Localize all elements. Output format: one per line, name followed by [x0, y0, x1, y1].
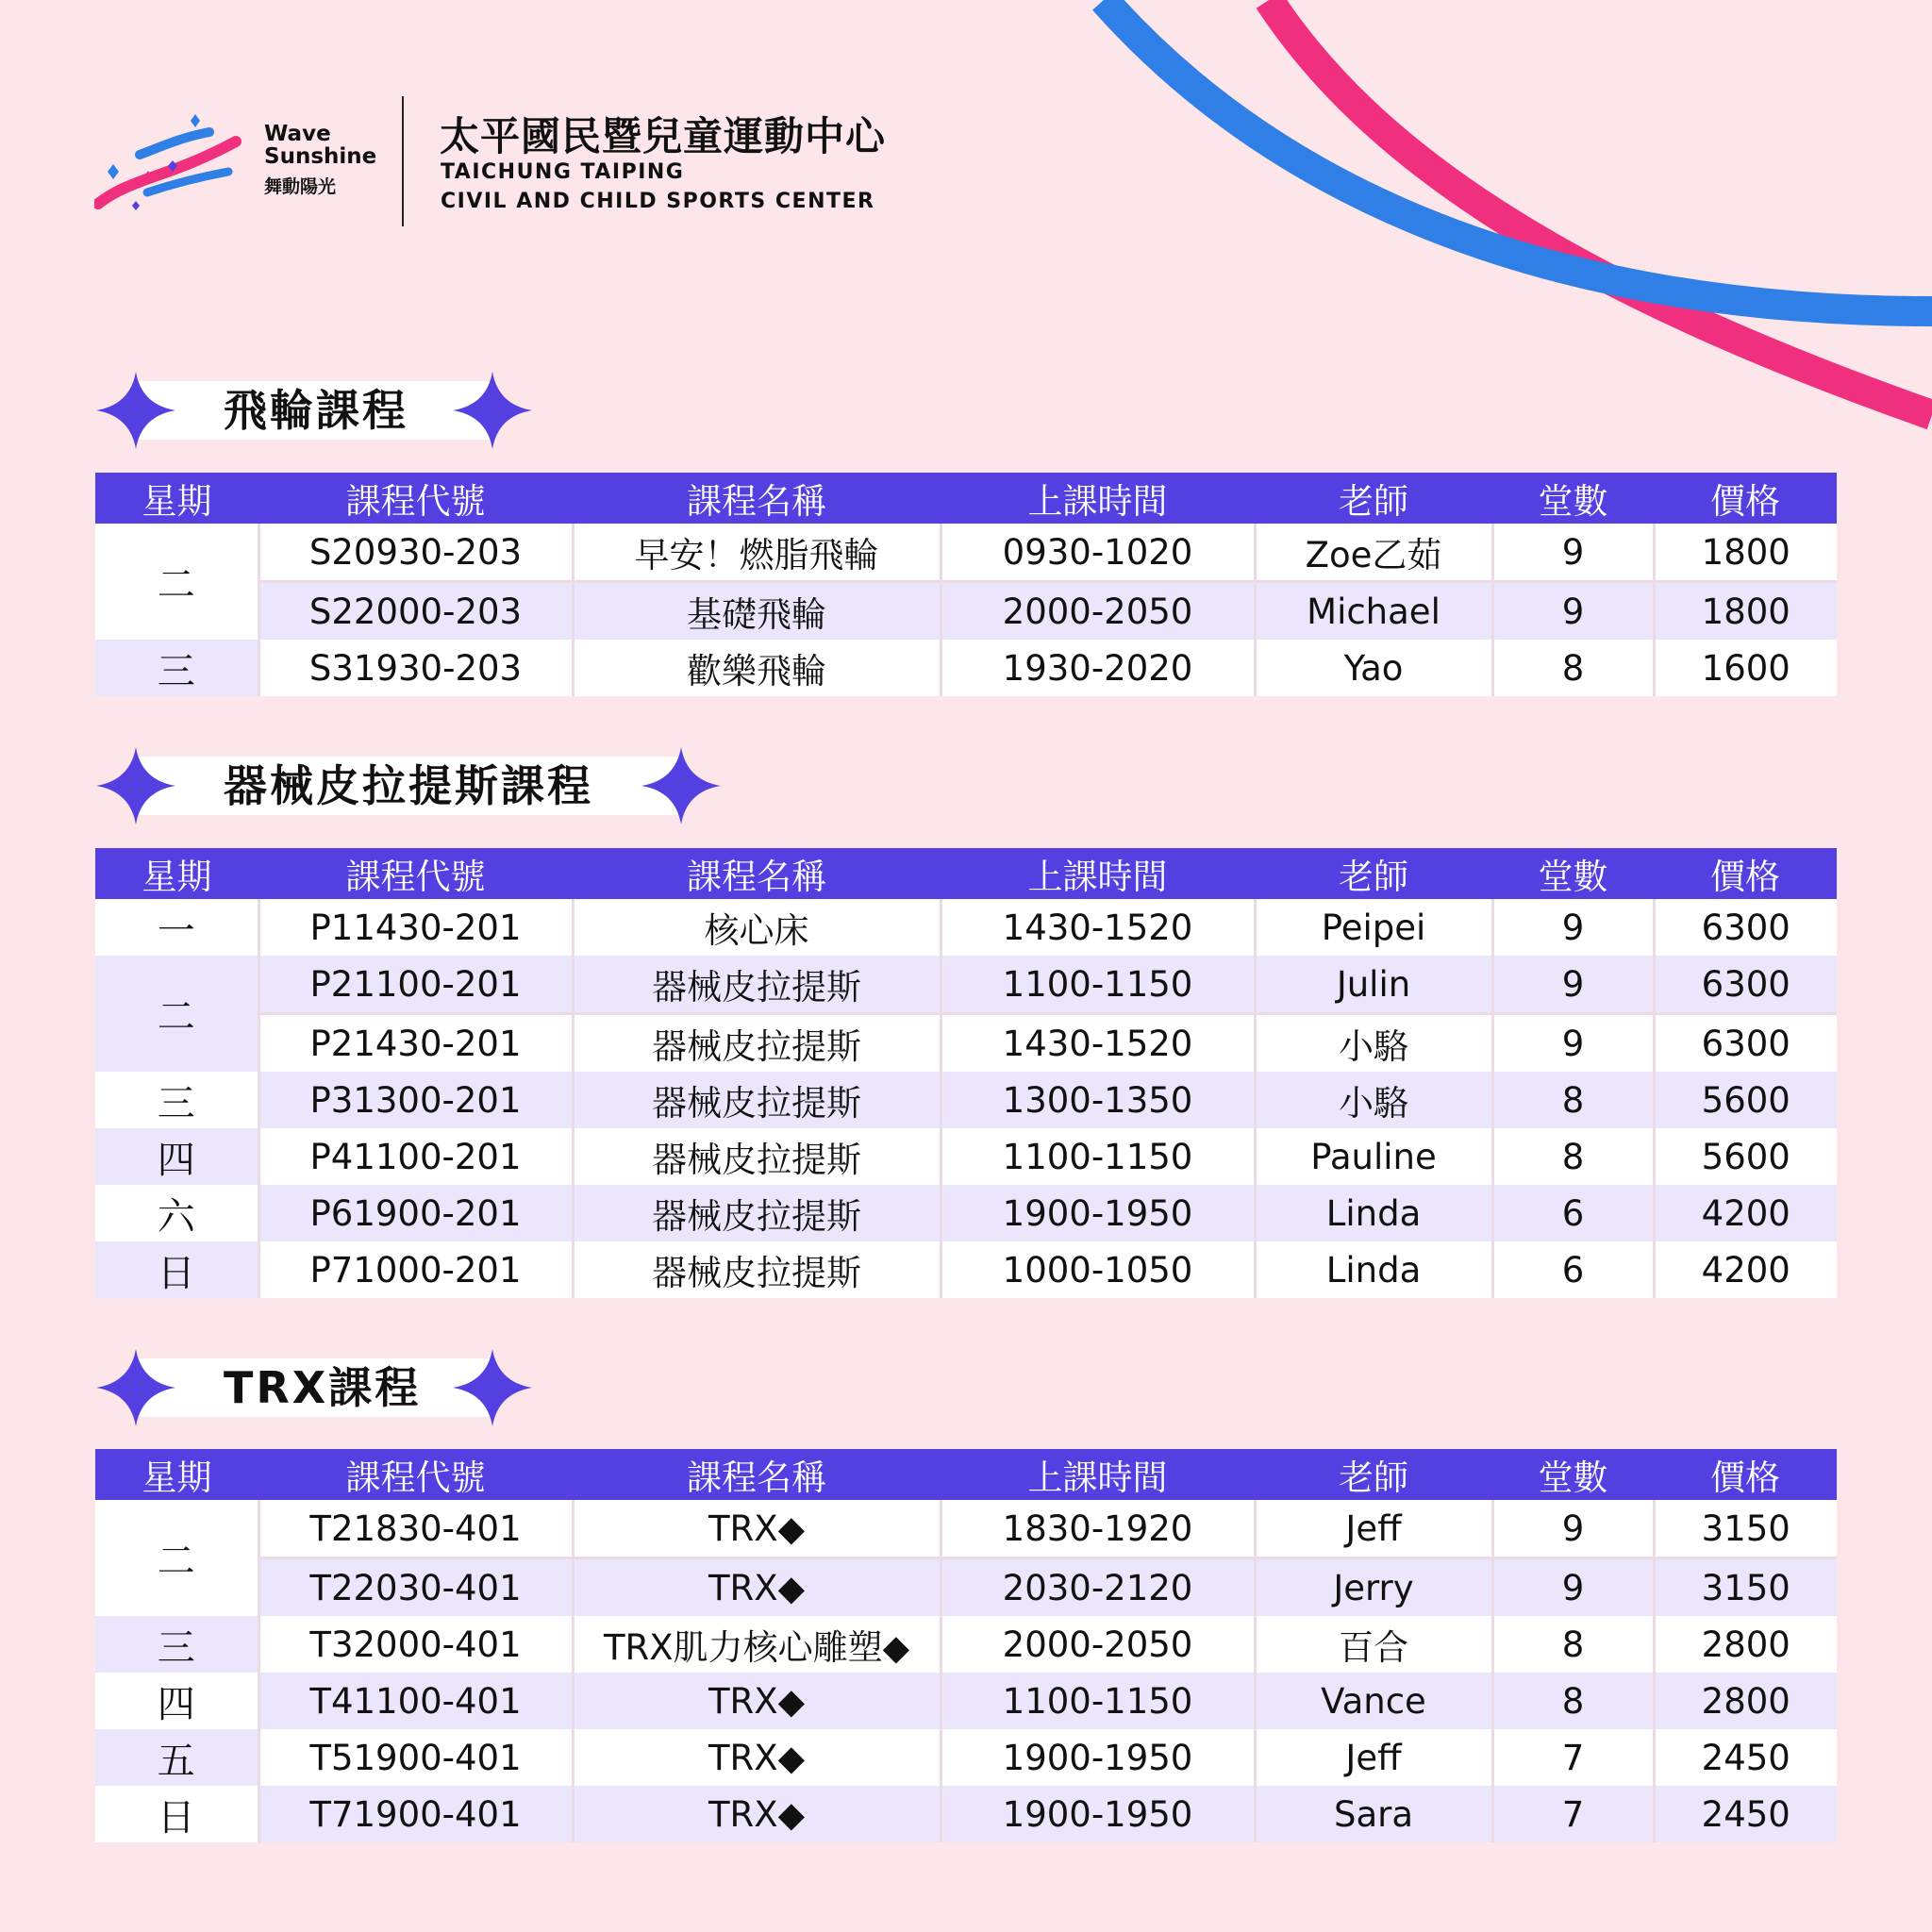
- session-count-cell: 9: [1492, 956, 1654, 1014]
- table-row: [95, 1241, 1837, 1298]
- course-name-cell: 器械皮拉提斯: [573, 956, 941, 1014]
- table-header-row: [95, 1449, 1837, 1500]
- section-title: TRX課程: [224, 1362, 422, 1413]
- table-row: [95, 582, 1837, 641]
- session-count-cell: 9: [1492, 1500, 1654, 1558]
- weekday-cell: 二: [95, 524, 258, 640]
- column-header: 價格: [1654, 473, 1837, 524]
- course-code-cell: S31930-203: [258, 640, 573, 696]
- class-time-cell: 1930-2020: [941, 640, 1255, 696]
- session-count-cell: 6: [1492, 1185, 1654, 1241]
- teacher-cell: Julin: [1255, 956, 1492, 1014]
- weekday-cell: 二: [95, 956, 258, 1072]
- teacher-cell: Michael: [1255, 582, 1492, 641]
- class-time-cell: 1900-1950: [941, 1786, 1255, 1842]
- weekday-cell: 五: [95, 1729, 258, 1786]
- teacher-cell: Zoe乙茹: [1255, 524, 1492, 582]
- course-code-cell: T32000-401: [258, 1616, 573, 1673]
- spinning-schedule-table: [95, 473, 1837, 696]
- brand-line-1: Wave: [264, 122, 331, 146]
- weekday-cell: 三: [95, 640, 258, 696]
- course-name-cell: TRX◆: [573, 1558, 941, 1617]
- course-name-cell: TRX◆: [573, 1729, 941, 1786]
- course-code-cell: P21430-201: [258, 1014, 573, 1073]
- brand-line-3: 舞動陽光: [264, 176, 337, 197]
- column-header: 課程代號: [258, 473, 573, 524]
- teacher-cell: Pauline: [1255, 1128, 1492, 1185]
- column-header: 價格: [1654, 1449, 1837, 1500]
- pilates-schedule-table: [95, 848, 1837, 1298]
- column-header: 堂數: [1492, 848, 1654, 899]
- course-name-cell: 歡樂飛輪: [573, 640, 941, 696]
- column-header: 課程代號: [258, 848, 573, 899]
- table-row: [95, 1558, 1837, 1617]
- class-time-cell: 1830-1920: [941, 1500, 1255, 1558]
- brand-name: [264, 123, 376, 200]
- weekday-cell: 日: [95, 1241, 258, 1298]
- price-cell: 2450: [1654, 1729, 1837, 1786]
- table-row: [95, 1673, 1837, 1729]
- table-row: [95, 956, 1837, 1014]
- teacher-cell: Jeff: [1255, 1729, 1492, 1786]
- center-title: 太平國民暨兒童運動中心: [440, 113, 887, 159]
- weekday-cell: 三: [95, 1072, 258, 1128]
- column-header: 課程代號: [258, 1449, 573, 1500]
- teacher-cell: Peipei: [1255, 899, 1492, 956]
- class-time-cell: 1000-1050: [941, 1241, 1255, 1298]
- column-header: 老師: [1255, 1449, 1492, 1500]
- table-header-row: [95, 473, 1837, 524]
- class-time-cell: 1100-1150: [941, 1128, 1255, 1185]
- course-code-cell: T41100-401: [258, 1673, 573, 1729]
- column-header: 課程名稱: [573, 848, 941, 899]
- session-count-cell: 8: [1492, 640, 1654, 696]
- weekday-cell: 六: [95, 1185, 258, 1241]
- diamond-icon: [96, 372, 175, 449]
- teacher-cell: Yao: [1255, 640, 1492, 696]
- course-code-cell: P11430-201: [258, 899, 573, 956]
- table-row: [95, 1014, 1837, 1073]
- session-count-cell: 8: [1492, 1673, 1654, 1729]
- course-name-cell: 器械皮拉提斯: [573, 1241, 941, 1298]
- session-count-cell: 9: [1492, 582, 1654, 641]
- course-code-cell: T21830-401: [258, 1500, 573, 1558]
- price-cell: 3150: [1654, 1558, 1837, 1617]
- course-name-cell: TRX◆: [573, 1673, 941, 1729]
- weekday-cell: 四: [95, 1128, 258, 1185]
- teacher-cell: Vance: [1255, 1673, 1492, 1729]
- column-header: 星期: [95, 473, 258, 524]
- course-code-cell: P21100-201: [258, 956, 573, 1014]
- class-time-cell: 2000-2050: [941, 1616, 1255, 1673]
- section-heading: [96, 372, 532, 449]
- diamond-icon: [641, 747, 721, 824]
- teacher-cell: Jeff: [1255, 1500, 1492, 1558]
- session-count-cell: 7: [1492, 1786, 1654, 1842]
- price-cell: 4200: [1654, 1185, 1837, 1241]
- weekday-cell: 三: [95, 1616, 258, 1673]
- class-time-cell: 1100-1150: [941, 956, 1255, 1014]
- center-subtitle-line-1: TAICHUNG TAIPING: [441, 160, 685, 184]
- course-name-cell: 器械皮拉提斯: [573, 1014, 941, 1073]
- price-cell: 2800: [1654, 1616, 1837, 1673]
- course-code-cell: S20930-203: [258, 524, 573, 582]
- teacher-cell: Linda: [1255, 1241, 1492, 1298]
- course-code-cell: P71000-201: [258, 1241, 573, 1298]
- price-cell: 6300: [1654, 899, 1837, 956]
- teacher-cell: Linda: [1255, 1185, 1492, 1241]
- price-cell: 1800: [1654, 582, 1837, 641]
- session-count-cell: 8: [1492, 1128, 1654, 1185]
- course-code-cell: T22030-401: [258, 1558, 573, 1617]
- table-row: [95, 1500, 1837, 1558]
- column-header: 星期: [95, 1449, 258, 1500]
- price-cell: 5600: [1654, 1072, 1837, 1128]
- session-count-cell: 9: [1492, 524, 1654, 582]
- table-row: [95, 1128, 1837, 1185]
- course-name-cell: 器械皮拉提斯: [573, 1072, 941, 1128]
- table-header-row: [95, 848, 1837, 899]
- session-count-cell: 9: [1492, 899, 1654, 956]
- header-divider: [402, 96, 404, 226]
- column-header: 老師: [1255, 848, 1492, 899]
- course-name-cell: 基礎飛輪: [573, 582, 941, 641]
- class-time-cell: 2030-2120: [941, 1558, 1255, 1617]
- price-cell: 2800: [1654, 1673, 1837, 1729]
- table-row: [95, 899, 1837, 956]
- class-time-cell: 1900-1950: [941, 1729, 1255, 1786]
- diamond-icon: [453, 1349, 532, 1426]
- column-header: 課程名稱: [573, 473, 941, 524]
- column-header: 堂數: [1492, 473, 1654, 524]
- course-name-cell: TRX◆: [573, 1786, 941, 1842]
- column-header: 價格: [1654, 848, 1837, 899]
- course-name-cell: 核心床: [573, 899, 941, 956]
- wave-sunshine-logo: [94, 111, 245, 215]
- table-row: [95, 1185, 1837, 1241]
- course-code-cell: T71900-401: [258, 1786, 573, 1842]
- price-cell: 6300: [1654, 1014, 1837, 1073]
- session-count-cell: 9: [1492, 1014, 1654, 1073]
- course-name-cell: TRX肌力核心雕塑◆: [573, 1616, 941, 1673]
- session-count-cell: 8: [1492, 1072, 1654, 1128]
- weekday-cell: 四: [95, 1673, 258, 1729]
- table-row: [95, 524, 1837, 582]
- class-time-cell: 1430-1520: [941, 1014, 1255, 1073]
- course-code-cell: T51900-401: [258, 1729, 573, 1786]
- course-code-cell: S22000-203: [258, 582, 573, 641]
- class-time-cell: 1300-1350: [941, 1072, 1255, 1128]
- brand-line-2: Sunshine: [264, 144, 377, 169]
- course-name-cell: 器械皮拉提斯: [573, 1185, 941, 1241]
- column-header: 上課時間: [941, 473, 1255, 524]
- class-time-cell: 1430-1520: [941, 899, 1255, 956]
- price-cell: 2450: [1654, 1786, 1837, 1842]
- teacher-cell: 小駱: [1255, 1014, 1492, 1073]
- table-row: [95, 1616, 1837, 1673]
- session-count-cell: 9: [1492, 1558, 1654, 1617]
- column-header: 老師: [1255, 473, 1492, 524]
- class-time-cell: 1900-1950: [941, 1185, 1255, 1241]
- class-time-cell: 1100-1150: [941, 1673, 1255, 1729]
- price-cell: 3150: [1654, 1500, 1837, 1558]
- course-name-cell: 早安！燃脂飛輪: [573, 524, 941, 582]
- price-cell: 1800: [1654, 524, 1837, 582]
- section-title: 飛輪課程: [224, 385, 408, 436]
- diamond-icon: [453, 372, 532, 449]
- teacher-cell: Jerry: [1255, 1558, 1492, 1617]
- section-heading: [96, 747, 721, 824]
- teacher-cell: 小駱: [1255, 1072, 1492, 1128]
- course-name-cell: 器械皮拉提斯: [573, 1128, 941, 1185]
- column-header: 課程名稱: [573, 1449, 941, 1500]
- table-row: [95, 1729, 1837, 1786]
- course-code-cell: P61900-201: [258, 1185, 573, 1241]
- diamond-icon: [96, 747, 175, 824]
- price-cell: 5600: [1654, 1128, 1837, 1185]
- class-time-cell: 2000-2050: [941, 582, 1255, 641]
- section-heading: [96, 1349, 532, 1426]
- diamond-icon: [96, 1349, 175, 1426]
- session-count-cell: 6: [1492, 1241, 1654, 1298]
- table-row: [95, 640, 1837, 696]
- class-time-cell: 0930-1020: [941, 524, 1255, 582]
- table-row: [95, 1072, 1837, 1128]
- section-title: 器械皮拉提斯課程: [224, 760, 593, 811]
- teacher-cell: 百合: [1255, 1616, 1492, 1673]
- table-row: [95, 1786, 1837, 1842]
- price-cell: 6300: [1654, 956, 1837, 1014]
- session-count-cell: 7: [1492, 1729, 1654, 1786]
- price-cell: 4200: [1654, 1241, 1837, 1298]
- weekday-cell: 二: [95, 1500, 258, 1616]
- course-name-cell: TRX◆: [573, 1500, 941, 1558]
- column-header: 堂數: [1492, 1449, 1654, 1500]
- weekday-cell: 一: [95, 899, 258, 956]
- teacher-cell: Sara: [1255, 1786, 1492, 1842]
- column-header: 上課時間: [941, 1449, 1255, 1500]
- course-code-cell: P31300-201: [258, 1072, 573, 1128]
- price-cell: 1600: [1654, 640, 1837, 696]
- session-count-cell: 8: [1492, 1616, 1654, 1673]
- center-subtitle-line-2: CIVIL AND CHILD SPORTS CENTER: [441, 190, 875, 213]
- trx-schedule-table: [95, 1449, 1837, 1842]
- column-header: 上課時間: [941, 848, 1255, 899]
- column-header: 星期: [95, 848, 258, 899]
- course-code-cell: P41100-201: [258, 1128, 573, 1185]
- weekday-cell: 日: [95, 1786, 258, 1842]
